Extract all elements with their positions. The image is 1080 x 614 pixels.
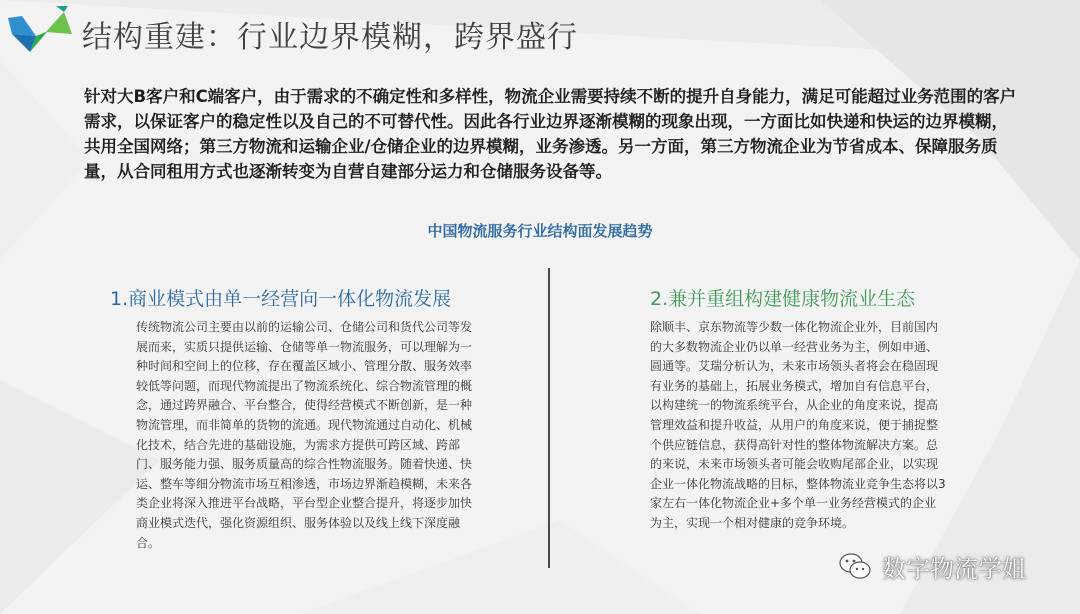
wechat-icon [838,551,872,581]
right-column-heading: 2.兼并重组构建健康物流业生态 [650,288,916,310]
watermark-text: 数字物流学姐 [882,554,1026,583]
watermark [838,548,1026,584]
right-column-body: 除顺丰、京东物流等少数一体化物流企业外，目前国内的大多数物流企业仍以单一经营业务为主，例如申通、圆通等。艾瑞分析认为，未来市场领头者将会在稳固现有业务的基础上，拓展业务模式，增加自有信息平台，以构建统一的物流系统平台，从企业的角度来说，提高管理效益和提升收益，从用户的角度来说，便于捕捉整个供应链信息，获得高针对性的整体物流解决方案。总的来说，未来市场领头者可能会收购尾部企业，以实现企业一体化物流战略的目标，整体物流业竞争生态将以3家左右一体化物流企业+多个单一业务经营模式的企业为主，实现一个相对健康的竞争环境。 [650,320,946,530]
left-column-body: 传统物流公司主要由以前的运输公司、仓储公司和货代公司等发展而来，实质只提供运输、仓储等单一物流服务，可以理解为一种时间和空间上的位移，存在覆盖区域小、管理分散、服务效率较低等问题，而现代物流提出了物流系统化、综合物流管理的概念，通过跨界融合、平台整合，使得经营模式不断创新，是一种物流管理，而非简单的货物的流通。现代物流通过自动化、机械化技术，结合先进的基础设施，为需求方提供可跨区域、跨部门、服务能力强、服务质量高的综合性物流服务。随着快递、快运、整车等细分物流市场互相渗透，市场边界渐趋模糊，未来各类企业将深入推进平台战略，平台型企业整合提升，将逐步加快商业模式迭代，强化资源组织、服务体验以及线上线下深度融合。 [136,320,473,550]
intro-paragraph: 针对大B客户和C端客户，由于需求的不确定性和多样性，物流企业需要持续不断的提升自身能力，满足可能超过业务范围的客户需求，以保证客户的稳定性以及自己的不可替代性。因此各行业边界逐渐模糊的现象出现，一方面比如快递和快运的边界模糊，共用全国网络；第三方物流和运输企业/仓储企业的边界模糊，业务渗透。另一方面，第三方物流企业为节省成本、保障服务质量，从合同租用方式也逐渐转变为自营自建部分运力和仓储服务设备等。 [84,87,1017,181]
column-divider [548,268,550,568]
page-title: 结构重建：行业边界模糊，跨界盛行 [82,20,578,55]
section-subtitle: 中国物流服务行业结构面发展趋势 [427,222,653,240]
logo-icon [6,4,74,56]
left-column-heading: 1.商业模式由单一经营向一体化物流发展 [110,288,452,310]
